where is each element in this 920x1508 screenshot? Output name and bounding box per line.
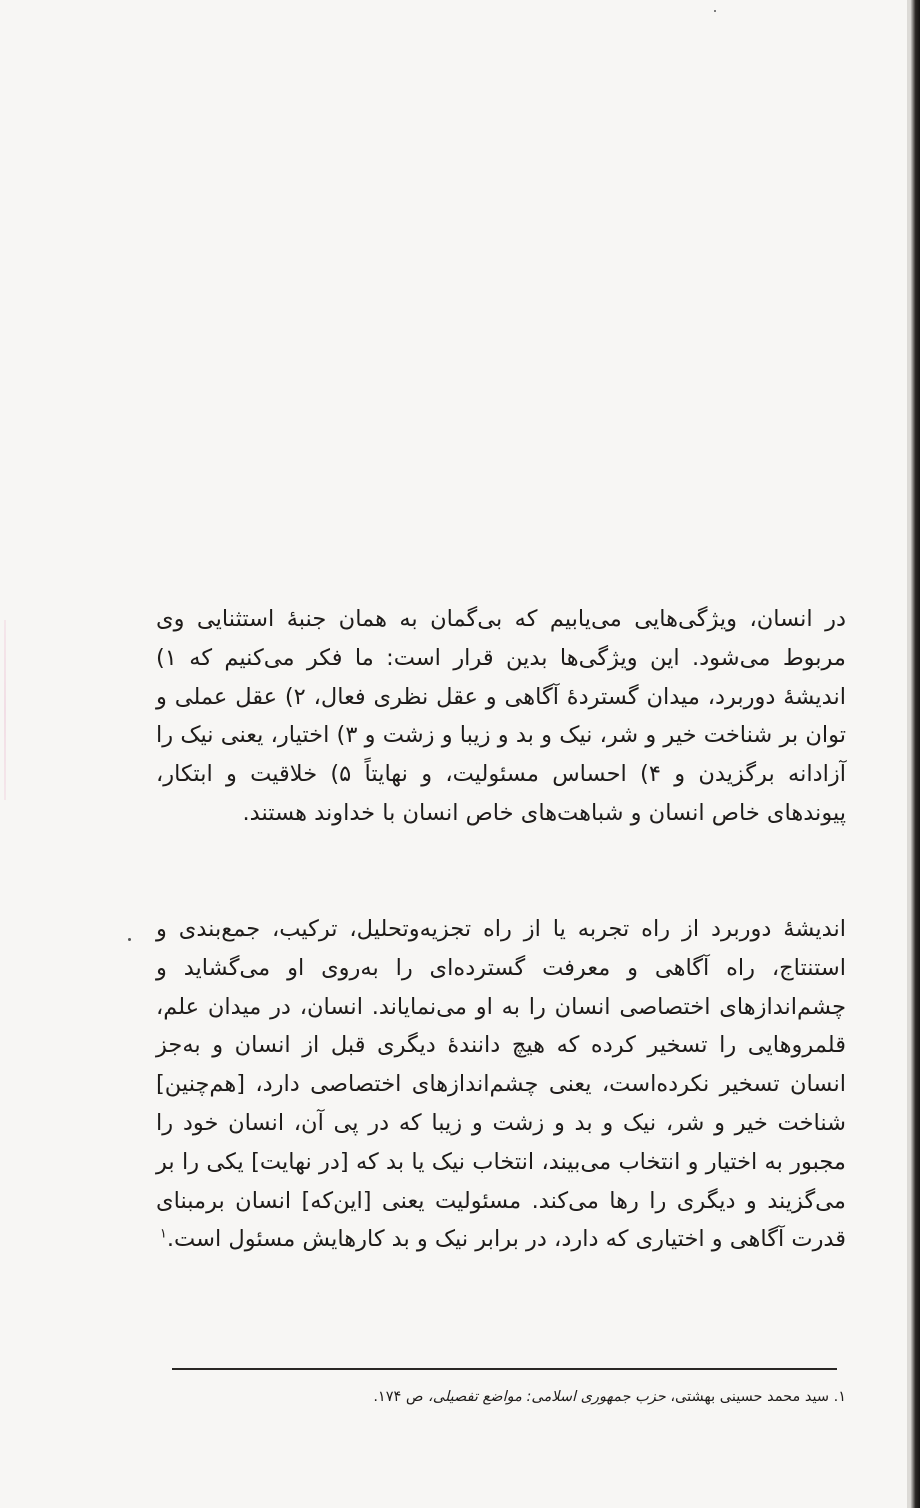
paragraph-human-traits — [156, 600, 846, 833]
footnote-book-title: حزب جمهوری اسلامی: مواضع تفصیلی، — [428, 1389, 666, 1405]
footnote-author: سید محمد حسینی بهشتی، — [670, 1389, 829, 1405]
paragraph-far-reaching-thought — [156, 910, 846, 1259]
footnote-number: ۱. — [833, 1389, 846, 1405]
footnote-divider — [172, 1368, 837, 1370]
paper-stain — [4, 620, 6, 800]
footnote-reference[interactable]: ۱ — [159, 1226, 167, 1242]
paper-speck — [714, 10, 716, 12]
paragraph-text: در انسان، ویژگی‌هایی می‌یابیم که بی‌گمان به همان جنبهٔ استثنایی وی مربوط می‌شود. این ویژگی‌ها بدین قرار است: ما فکر می‌کنیم که ۱) اندیشهٔ دوربرد، میدان گستردهٔ آگاهی و عقل نظری فعال، ۲) عقل عملی و توان بر شناخت خیر و شر، نیک و بد و زیبا و زشت و ۳) اختیار، یعنی نیک را آزادانه برگزیدن و ۴) احساس مسئولیت، و نهایتاً ۵) خلاقیت و ابتکار، پیوندهای خاص انسان و شباهت‌های خاص انسان با خداوند هستند. — [156, 606, 846, 826]
footnote-page: ص ۱۷۴. — [373, 1389, 424, 1405]
paper-speck — [128, 938, 131, 941]
footnote — [156, 1386, 846, 1408]
page-edge-binding — [910, 0, 920, 1508]
paragraph-text: اندیشهٔ دوربرد از راه تجربه یا از راه تجزیه‌وتحلیل، ترکیب، جمع‌بندی و استنتاج، راه آگاهی و معرفت گسترده‌ای را به‌روی او می‌گشاید و چشم‌اندازهای اختصاصی انسان را به او می‌نمایاند. انسان، در میدان علم، قلمروهایی را تسخیر کرده که هیچ دانندهٔ دیگری قبل از انسان و به‌جز انسان تسخیر نکرده‌است، یعنی چشم‌اندازهای اختصاصی دارد، [هم‌چنین] شناخت خیر و شر، نیک و بد و زشت و زیبا که در پی آن، انسان خود را مجبور به اختیار و انتخاب می‌بیند، انتخاب نیک یا بد که [در نهایت] یکی را بر می‌گزیند و دیگری را رها می‌کند. مسئولیت یعنی [این‌که] انسان برمبنای قدرت آگاهی و اختیاری که دارد، در برابر نیک و بد کارهایش مسئول است. — [156, 916, 846, 1253]
